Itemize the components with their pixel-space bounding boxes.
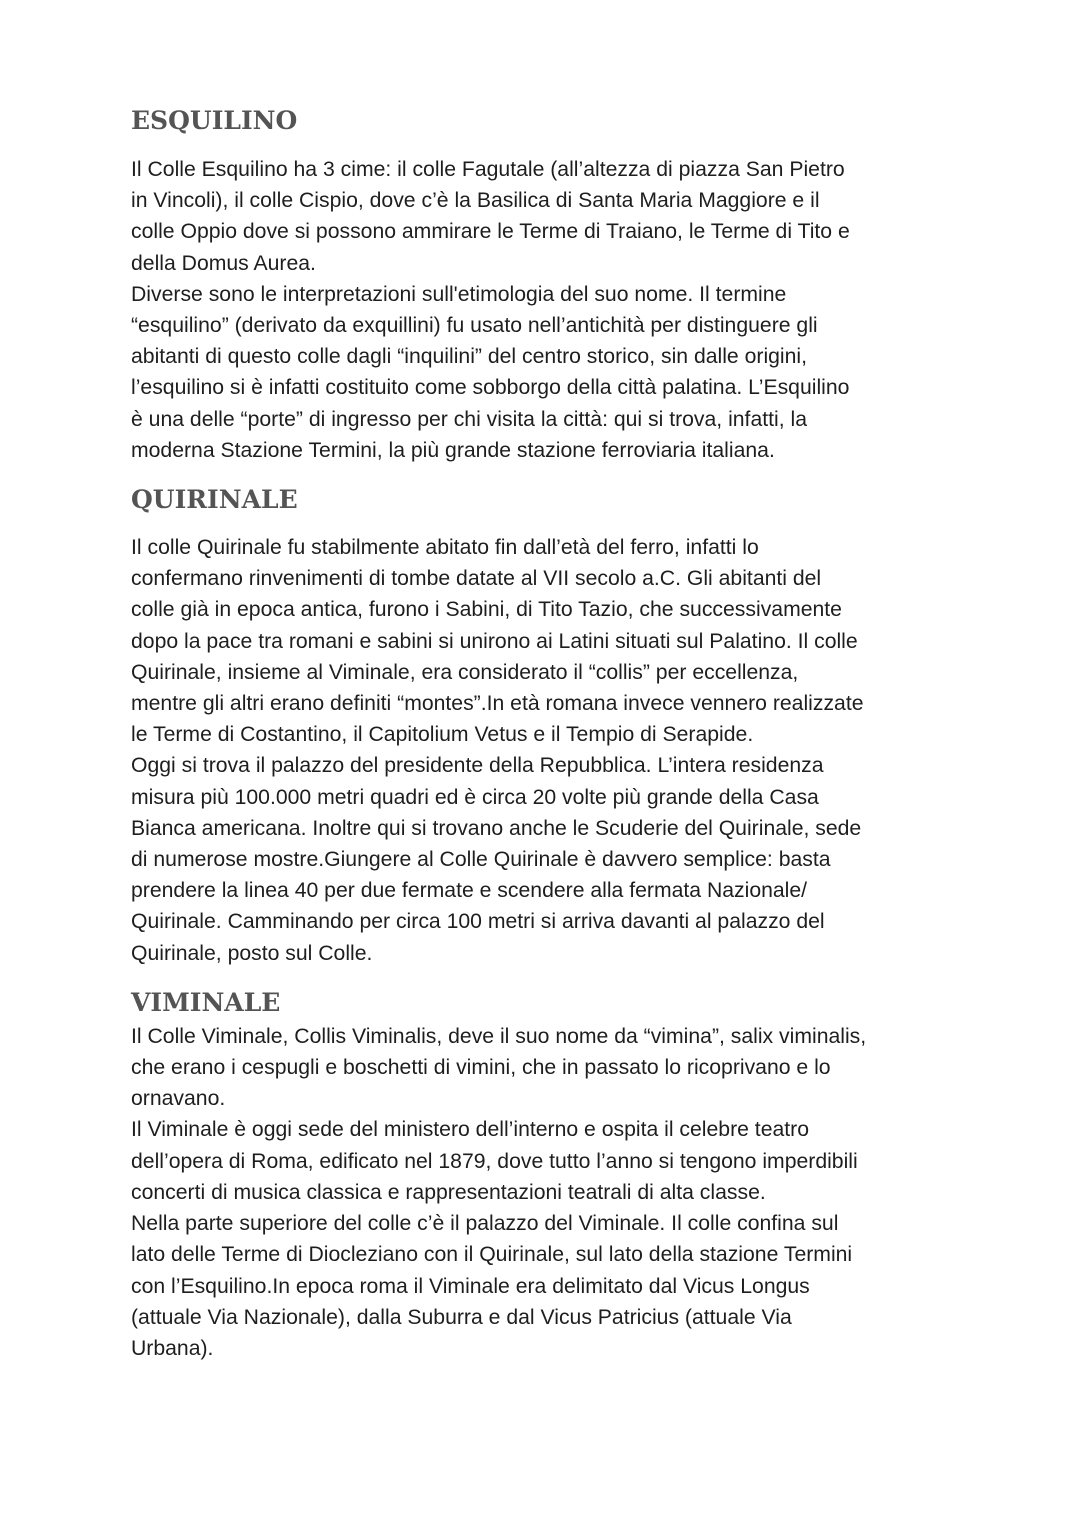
section-viminale bbox=[131, 985, 961, 1364]
text-line: di numerose mostre.Giungere al Colle Quirinale è davvero semplice: basta bbox=[131, 848, 831, 872]
text-line: mentre gli altri erano definiti “montes”.In età romana invece vennero realizzate bbox=[131, 692, 864, 716]
text-line: in Vincoli), il colle Cispio, dove c’è la Basilica di Santa Maria Maggiore e il bbox=[131, 189, 820, 213]
text-line: Quirinale. Camminando per circa 100 metri si arriva davanti al palazzo del bbox=[131, 910, 825, 934]
text-line: Il Viminale è oggi sede del ministero dell’interno e ospita il celebre teatro bbox=[131, 1118, 809, 1142]
text-line: Diverse sono le interpretazioni sull'etimologia del suo nome. Il termine bbox=[131, 282, 787, 306]
paragraph bbox=[131, 1021, 961, 1115]
paragraph bbox=[131, 750, 961, 968]
section-quirinale bbox=[131, 482, 961, 969]
text-line: è una delle “porte” di ingresso per chi visita la città: qui si trova, infatti, la bbox=[131, 407, 807, 431]
text-line: Oggi si trova il palazzo del presidente della Repubblica. L’intera residenza bbox=[131, 754, 824, 778]
section-esquilino bbox=[131, 103, 961, 466]
document-page bbox=[131, 103, 961, 1364]
text-line: Bianca americana. Inoltre qui si trovano anche le Scuderie del Quirinale, sede bbox=[131, 816, 862, 840]
text-line: Quirinale, posto sul Colle. bbox=[131, 941, 373, 965]
text-line: misura più 100.000 metri quadri ed è circa 20 volte più grande della Casa bbox=[131, 785, 819, 809]
paragraph bbox=[131, 154, 961, 279]
text-line: colle già in epoca antica, furono i Sabini, di Tito Tazio, che successivamente bbox=[131, 598, 842, 622]
text-line: concerti di musica classica e rappresentazioni teatrali di alta classe. bbox=[131, 1180, 766, 1204]
paragraph bbox=[131, 532, 961, 750]
text-line: Quirinale, insieme al Viminale, era considerato il “collis” per eccellenza, bbox=[131, 660, 799, 684]
text-line: confermano rinvenimenti di tombe datate al VII secolo a.C. Gli abitanti del bbox=[131, 567, 822, 591]
text-line: Il colle Quirinale fu stabilmente abitato fin dall’età del ferro, infatti lo bbox=[131, 536, 759, 560]
text-line: con l’Esquilino.In epoca roma il Viminale era delimitato dal Vicus Longus bbox=[131, 1274, 810, 1298]
section-title: QUIRINALE bbox=[131, 485, 298, 515]
text-line: Il Colle Esquilino ha 3 cime: il colle Fagutale (all’altezza di piazza San Pietro bbox=[131, 158, 845, 181]
text-line: le Terme di Costantino, il Capitolium Vetus e il Tempio di Serapide. bbox=[131, 723, 754, 747]
text-line: Urbana). bbox=[131, 1336, 214, 1360]
text-line: dopo la pace tra romani e sabini si unirono ai Latini situati sul Palatino. Il colle bbox=[131, 629, 858, 653]
text-line: (attuale Via Nazionale), dalla Suburra e dal Vicus Patricius (attuale Via bbox=[131, 1305, 792, 1329]
text-line: Nella parte superiore del colle c’è il palazzo del Viminale. Il colle confina sul bbox=[131, 1212, 839, 1236]
section-title: ESQUILINO bbox=[131, 106, 298, 135]
text-line: abitanti di questo colle dagli “inquilini” del centro storico, sin dalle origini, bbox=[131, 345, 808, 369]
text-line: moderna Stazione Termini, la più grande stazione ferroviaria italiana. bbox=[131, 438, 775, 462]
text-line: Il Colle Viminale, Collis Viminalis, deve il suo nome da “vimina”, salix viminalis, bbox=[131, 1024, 867, 1048]
text-line: “esquilino” (derivato da exquillini) fu usato nell’antichità per distinguere gli bbox=[131, 314, 818, 338]
text-line: l’esquilino si è infatti costituito come sobborgo della città palatina. L’Esquilino bbox=[131, 376, 850, 400]
section-title: VIMINALE bbox=[131, 987, 281, 1017]
text-line: prendere la linea 40 per due fermate e scendere alla fermata Nazionale/ bbox=[131, 879, 808, 903]
text-line: dell’opera di Roma, edificato nel 1879, dove tutto l’anno si tengono imperdibili bbox=[131, 1149, 858, 1173]
paragraph bbox=[131, 1208, 961, 1364]
paragraph bbox=[131, 1114, 961, 1208]
paragraph bbox=[131, 279, 961, 466]
text-line: della Domus Aurea. bbox=[131, 251, 316, 275]
text-line: lato delle Terme di Diocleziano con il Quirinale, sul lato della stazione Termini bbox=[131, 1243, 853, 1267]
text-line: colle Oppio dove si possono ammirare le Terme di Traiano, le Terme di Tito e bbox=[131, 220, 850, 244]
text-line: che erano i cespugli e boschetti di vimini, che in passato lo ricoprivano e lo bbox=[131, 1056, 831, 1080]
text-line: ornavano. bbox=[131, 1087, 226, 1111]
